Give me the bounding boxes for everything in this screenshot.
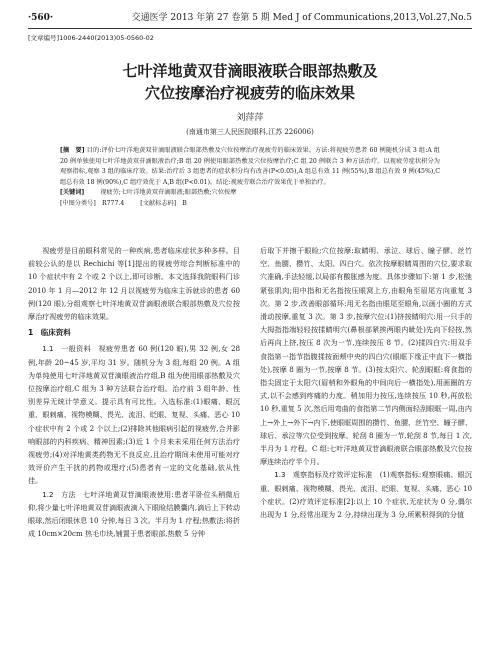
- header-rule: [28, 28, 472, 29]
- left-column: [28, 244, 240, 540]
- subsection-1-2-heading: 1.2 方法: [42, 489, 76, 499]
- subsection-1-1-heading: 1.1 一般资料: [42, 344, 92, 354]
- page-number: ·560·: [28, 13, 54, 23]
- right-column: [260, 244, 472, 521]
- keywords-tag: [关键词]: [60, 189, 85, 197]
- method-continuation: 后取下并擦干眼睑;穴位按摩:取睛明、承泣、球后、瞳子髎、丝竹空、鱼腰、攒竹、太阳、四白穴。依次按摩眼睛周围的穴位,要求取穴准确,手法轻缓,以局部有酸胀感为度。具体步骤如下:第 1 步,松弛紧张肌肉;用中指和无名指按压眼窝上方,由眼角至眉尾方向重复 3 次。第 2 步,改善眼部循环:用无名指由眼尾至眼角,以画小圈的方式滑动按摩,重复 3 次。第 3 步,按摩穴位:(1)挤按睛明穴:用一只手的大拇指指端轻轻按揉睛明穴(鼻根部紧挨两眼内眦处)先向下轻按,然后再向上挤,按压 8 次为一节,连续按压 8 节。(2)揉四白穴:用双手食指第一指节指腹揉按面颊中央的四白穴(眼眶下缘正中直下一横指处),按摩 8 圈为一节,按摩 8 节。(3)按太阳穴、轮刮眼眶:将食指的指尖固定于太阳穴(眉梢和外眼角的中间向后一横指处),用画圈的方式,以不会感到疼痛的力度。稍加用力按压,连续按压 10 秒,再放松 10 秒,重复 5 次,然后用弯曲的食指第二节内侧面轻刮眼眶一周,由内上→外上→外下→内下,使眼眶周围的攒竹、鱼腰、丝竹空、瞳子髎、球后、承泣等穴位受到按摩。轮刮 8 圈为一节,轮刮 8 节,每日 1 次,半月为 1 疗程。C 组:七叶洋地黄双苷滴眼液联合眼部热敷及穴位按摩连续治疗半个月。: [260, 246, 472, 467]
- title-line-2: 穴位按摩治疗视疲劳的临床效果: [144, 84, 355, 102]
- subsection-1-3-text: (1)观察指标:观察眼痛、眼沉重、眼刺痛、视物模糊、畏光、流泪、眨眼、复视、头痛、恶心 10 个症状。(2)疗效评定标准[2]:以上 10 个症状,无症状为 0 分,偶尔出现为 1 分,经常出现为 2 分,持续出现为 3 分,所累积得到的分值: [260, 470, 473, 520]
- section-1-heading: 1 临床资料: [28, 328, 71, 338]
- intro-paragraph: 视疲劳是目前眼科常见的一种疾病,患者临床症状多种多样。目前较公认的是以 Rechichi 等[1]提出的视疲劳综合判断标准中的 10 个症状中有 2 个或 2 个以上,即可诊断。本文选择我院眼科门诊 2010 年 1 月—2012 年 12 月以视疲劳为临床主诉就诊的患者 60 例(120 眼),分组观察七叶洋地黄双苷滴眼液联合眼部热敷及穴位按摩治疗视疲劳的临床效果。: [28, 246, 240, 322]
- journal-citation: 交通医学 2013 年第 27 卷第 5 期 Med J of Communications,2013,Vol.27,No.5: [131, 13, 472, 23]
- title-line-1: 七叶洋地黄双苷滴眼液联合眼部热敷及: [122, 62, 378, 80]
- abstract-text: 目的:评价七叶洋地黄双苷滴眼液联合眼部热敷及穴位按摩治疗视疲劳的临床效果。方法:将视疲劳患者 60 例随机分成 3 组:A 组 20 例单独使用七叶洋地黄双苷滴眼液治疗;B 组 20 例使用眼部热敷及穴位按摩治疗;C 组 20 例联合 3 种方法治疗。以视疲劳症状积分为观察指标,观察 3 组的临床疗效。结果:治疗后 3 组患者的症状积分均有改善(P<0.05),A 组总有效 11 例(55%),B 组总有效 9 例(45%),C 组总有效 18 例(90%),C 组疗效优于 A,B 组(P<0.01)。结论:视疲劳联合治疗效果优于单独治疗。: [60, 147, 440, 186]
- keywords: [60, 188, 440, 199]
- subsection-1-3: [260, 468, 472, 521]
- clc-number: [中图分类号] R777.4: [60, 199, 125, 207]
- classification-line: [60, 199, 440, 210]
- subsection-1-3-heading: 1.3 观察指标及疗效评定标准: [274, 470, 373, 480]
- subsection-1-2-text: 七叶洋地黄双苷滴眼液使用:患者平卧位头稍微后仰,将少量七叶洋地黄双苷滴眼液滴入下眼睑结膜囊内,滴后上下转动眼球,然后闭眼休息 10 分钟,每日 3 次。半月为 1 疗程;热敷法:将折成 10cm×20cm 热毛巾块,铺置于患者眼部,热敷 5 分钟: [28, 489, 241, 539]
- document-code: [文献标志码] B: [140, 199, 187, 207]
- running-header: [28, 10, 472, 26]
- subsection-1-1-text: 视疲劳患者 60 例(120 眼),男 32 例,女 28 例,年龄 20~45 岁,平均 31 岁。随机分为 3 组,每组 20 例。A 组为单纯使用七叶洋地黄双苷滴眼液治疗组,B 组为使用眼部热敷及穴位按摩治疗组,C 组为 3 种方法联合治疗组。治疗前 3 组年龄、性别差异无统计学意义。提示具有可比性。入选标准:(1)眼痛、眼沉重、眼刺痛、视物模糊、畏光、流泪、眨眼、复视、头痛、恶心 10 个症状中有 2 个或 2 个以上;(2)排除其他眼病引起的视疲劳,合并影响眼部的内科疾病、精神因素;(3)近 1 个月来未采用任何方法治疗视疲劳;(4)对洋地黄类药物无不良反应,且治疗期间未使用可能对疗效评价产生干扰的药物或理疗;(5)患者有一定的文化基础,依从性佳。: [28, 344, 241, 486]
- abstract-tag: [摘 要]: [60, 147, 85, 154]
- abstract: [60, 146, 440, 188]
- article-number: [文章编号]1006-2440(2013)05-0560-02: [28, 34, 154, 42]
- affiliation: (南通市第三人民医院眼科,江苏 226006): [186, 128, 314, 136]
- subsection-1-2: [28, 488, 240, 541]
- keywords-text: 视疲劳;七叶洋地黄双苷滴眼液;眼部热敷;穴位按摩: [100, 189, 237, 197]
- article-title: [0, 60, 500, 104]
- abstract-block: [60, 146, 440, 210]
- subsection-1-1: [28, 342, 240, 487]
- author-name: 刘萍萍: [236, 113, 264, 123]
